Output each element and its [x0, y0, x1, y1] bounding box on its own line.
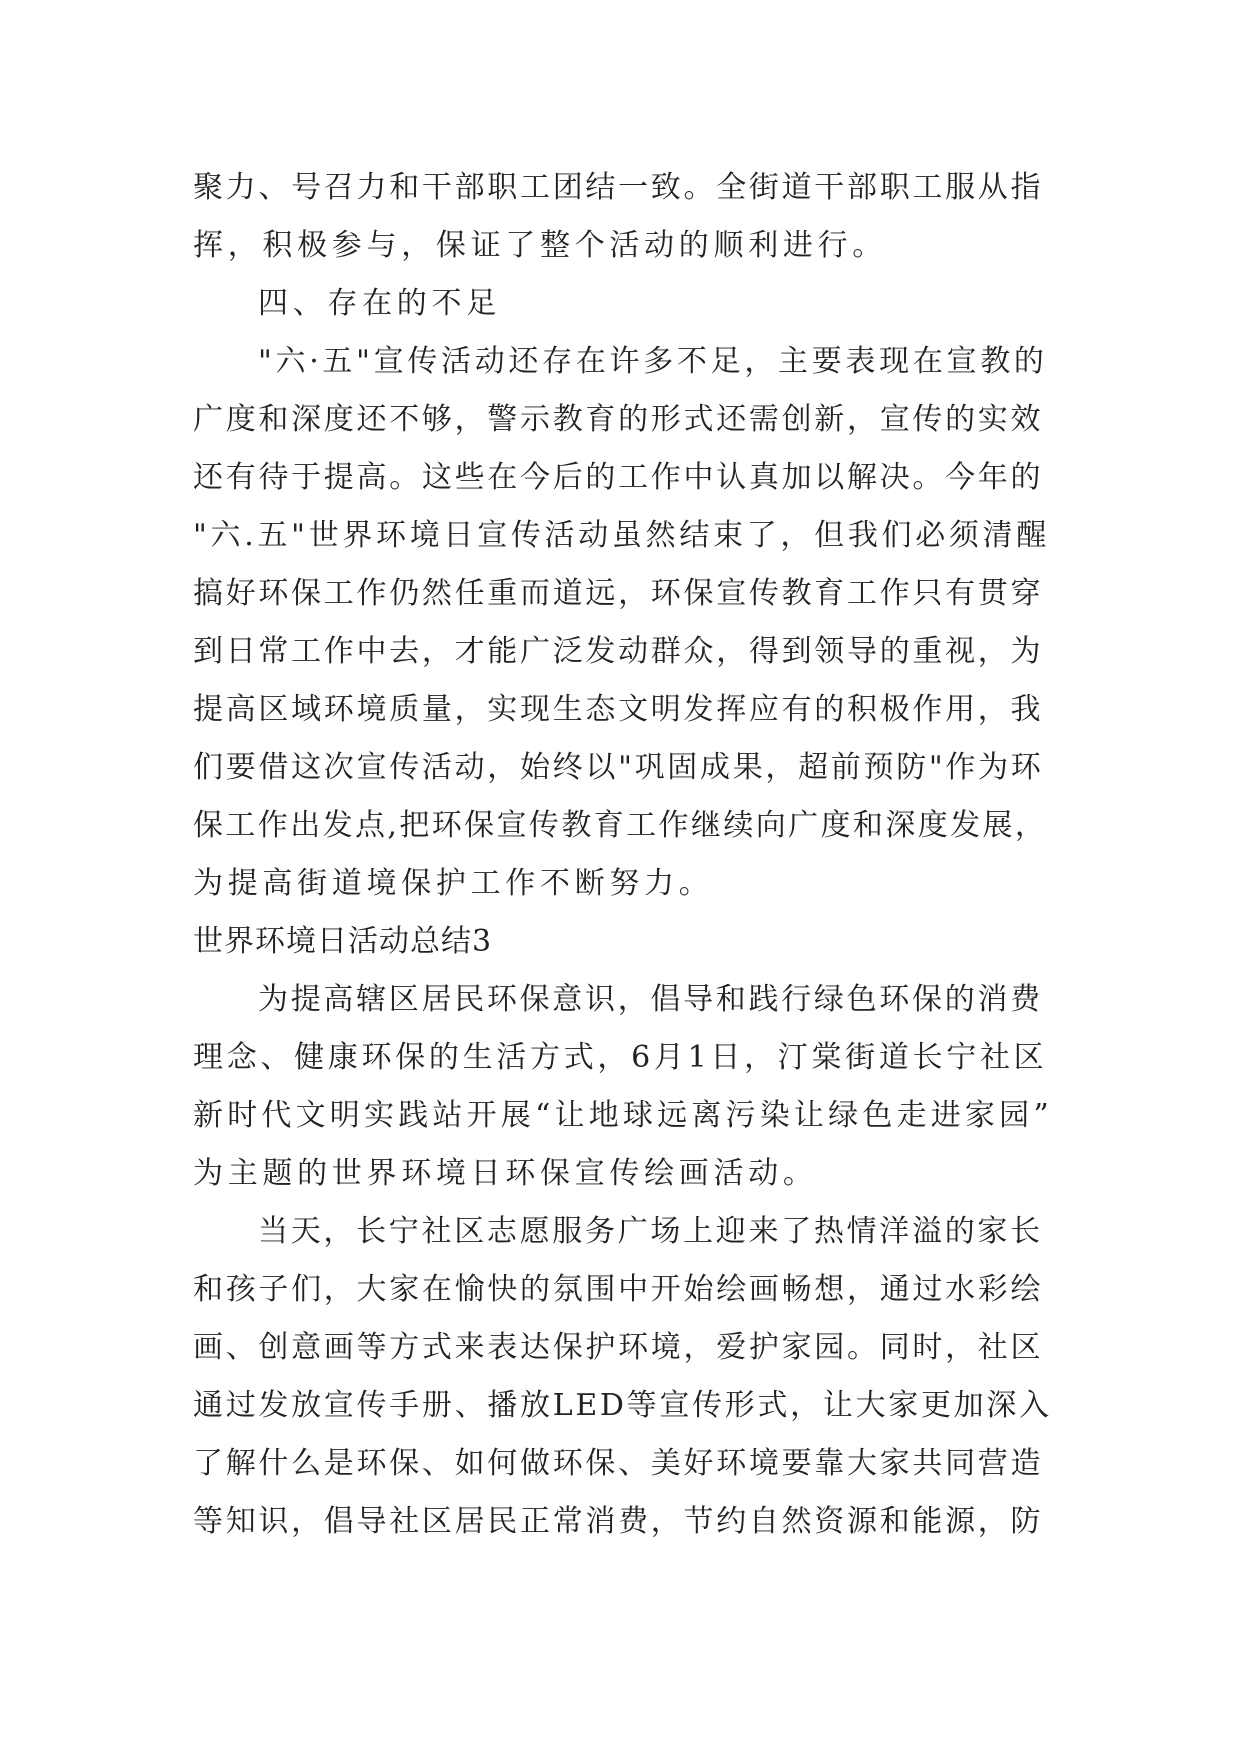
text-line: 挥，积极参与，保证了整个活动的顺利进行。 — [193, 228, 887, 263]
text-line: 和孩子们，大家在愉快的氛围中开始绘画畅想，通过水彩绘 — [193, 1272, 1044, 1307]
section-title: 世界环境日活动总结3 — [193, 924, 493, 959]
text-line: 了解什么是环保、如何做环保、美好环境要靠大家共同营造 — [193, 1446, 1044, 1481]
paragraph-first-line: "六·五"宣传活动还存在许多不足，主要表现在宣教的 — [258, 344, 1048, 379]
text-line: 到日常工作中去，才能广泛发动群众，得到领导的重视，为 — [193, 634, 1044, 669]
text-line: 保工作出发点,把环保宣传教育工作继续向广度和深度发展， — [193, 808, 1048, 843]
text-line: 理念、健康环保的生活方式，6月1日，汀棠街道长宁社区 — [193, 1040, 1048, 1075]
text-line: 为提高街道境保护工作不断努力。 — [193, 866, 714, 901]
text-line: 聚力、号召力和干部职工团结一致。全街道干部职工服从指 — [193, 170, 1044, 205]
text-line: 搞好环保工作仍然任重而道远，环保宣传教育工作只有贯穿 — [193, 576, 1044, 611]
text-line: 新时代文明实践站开展“让地球远离污染让绿色走进家园” — [193, 1098, 1053, 1133]
text-line: 广度和深度还不够，警示教育的形式还需创新，宣传的实效 — [193, 402, 1044, 437]
section-heading: 四、存在的不足 — [258, 286, 501, 321]
text-line: 为主题的世界环境日环保宣传绘画活动。 — [193, 1156, 818, 1191]
paragraph-first-line: 为提高辖区居民环保意识，倡导和践行绿色环保的消费 — [258, 982, 1043, 1017]
text-line: 通过发放宣传手册、播放LED等宣传形式，让大家更加深入 — [193, 1388, 1052, 1423]
text-line: 提高区域环境质量，实现生态文明发挥应有的积极作用，我 — [193, 692, 1044, 727]
text-line: 还有待于提高。这些在今后的工作中认真加以解决。今年的 — [193, 460, 1044, 495]
text-line: "六.五"世界环境日宣传活动虽然结束了，但我们必须清醒 — [193, 518, 1051, 553]
text-line: 画、创意画等方式来表达保护环境，爱护家园。同时，社区 — [193, 1330, 1044, 1365]
text-line: 们要借这次宣传活动，始终以"巩固成果，超前预防"作为环 — [193, 750, 1044, 785]
text-line: 等知识，倡导社区居民正常消费，节约自然资源和能源，防 — [193, 1504, 1044, 1539]
paragraph-first-line: 当天，长宁社区志愿服务广场上迎来了热情洋溢的家长 — [258, 1214, 1043, 1249]
